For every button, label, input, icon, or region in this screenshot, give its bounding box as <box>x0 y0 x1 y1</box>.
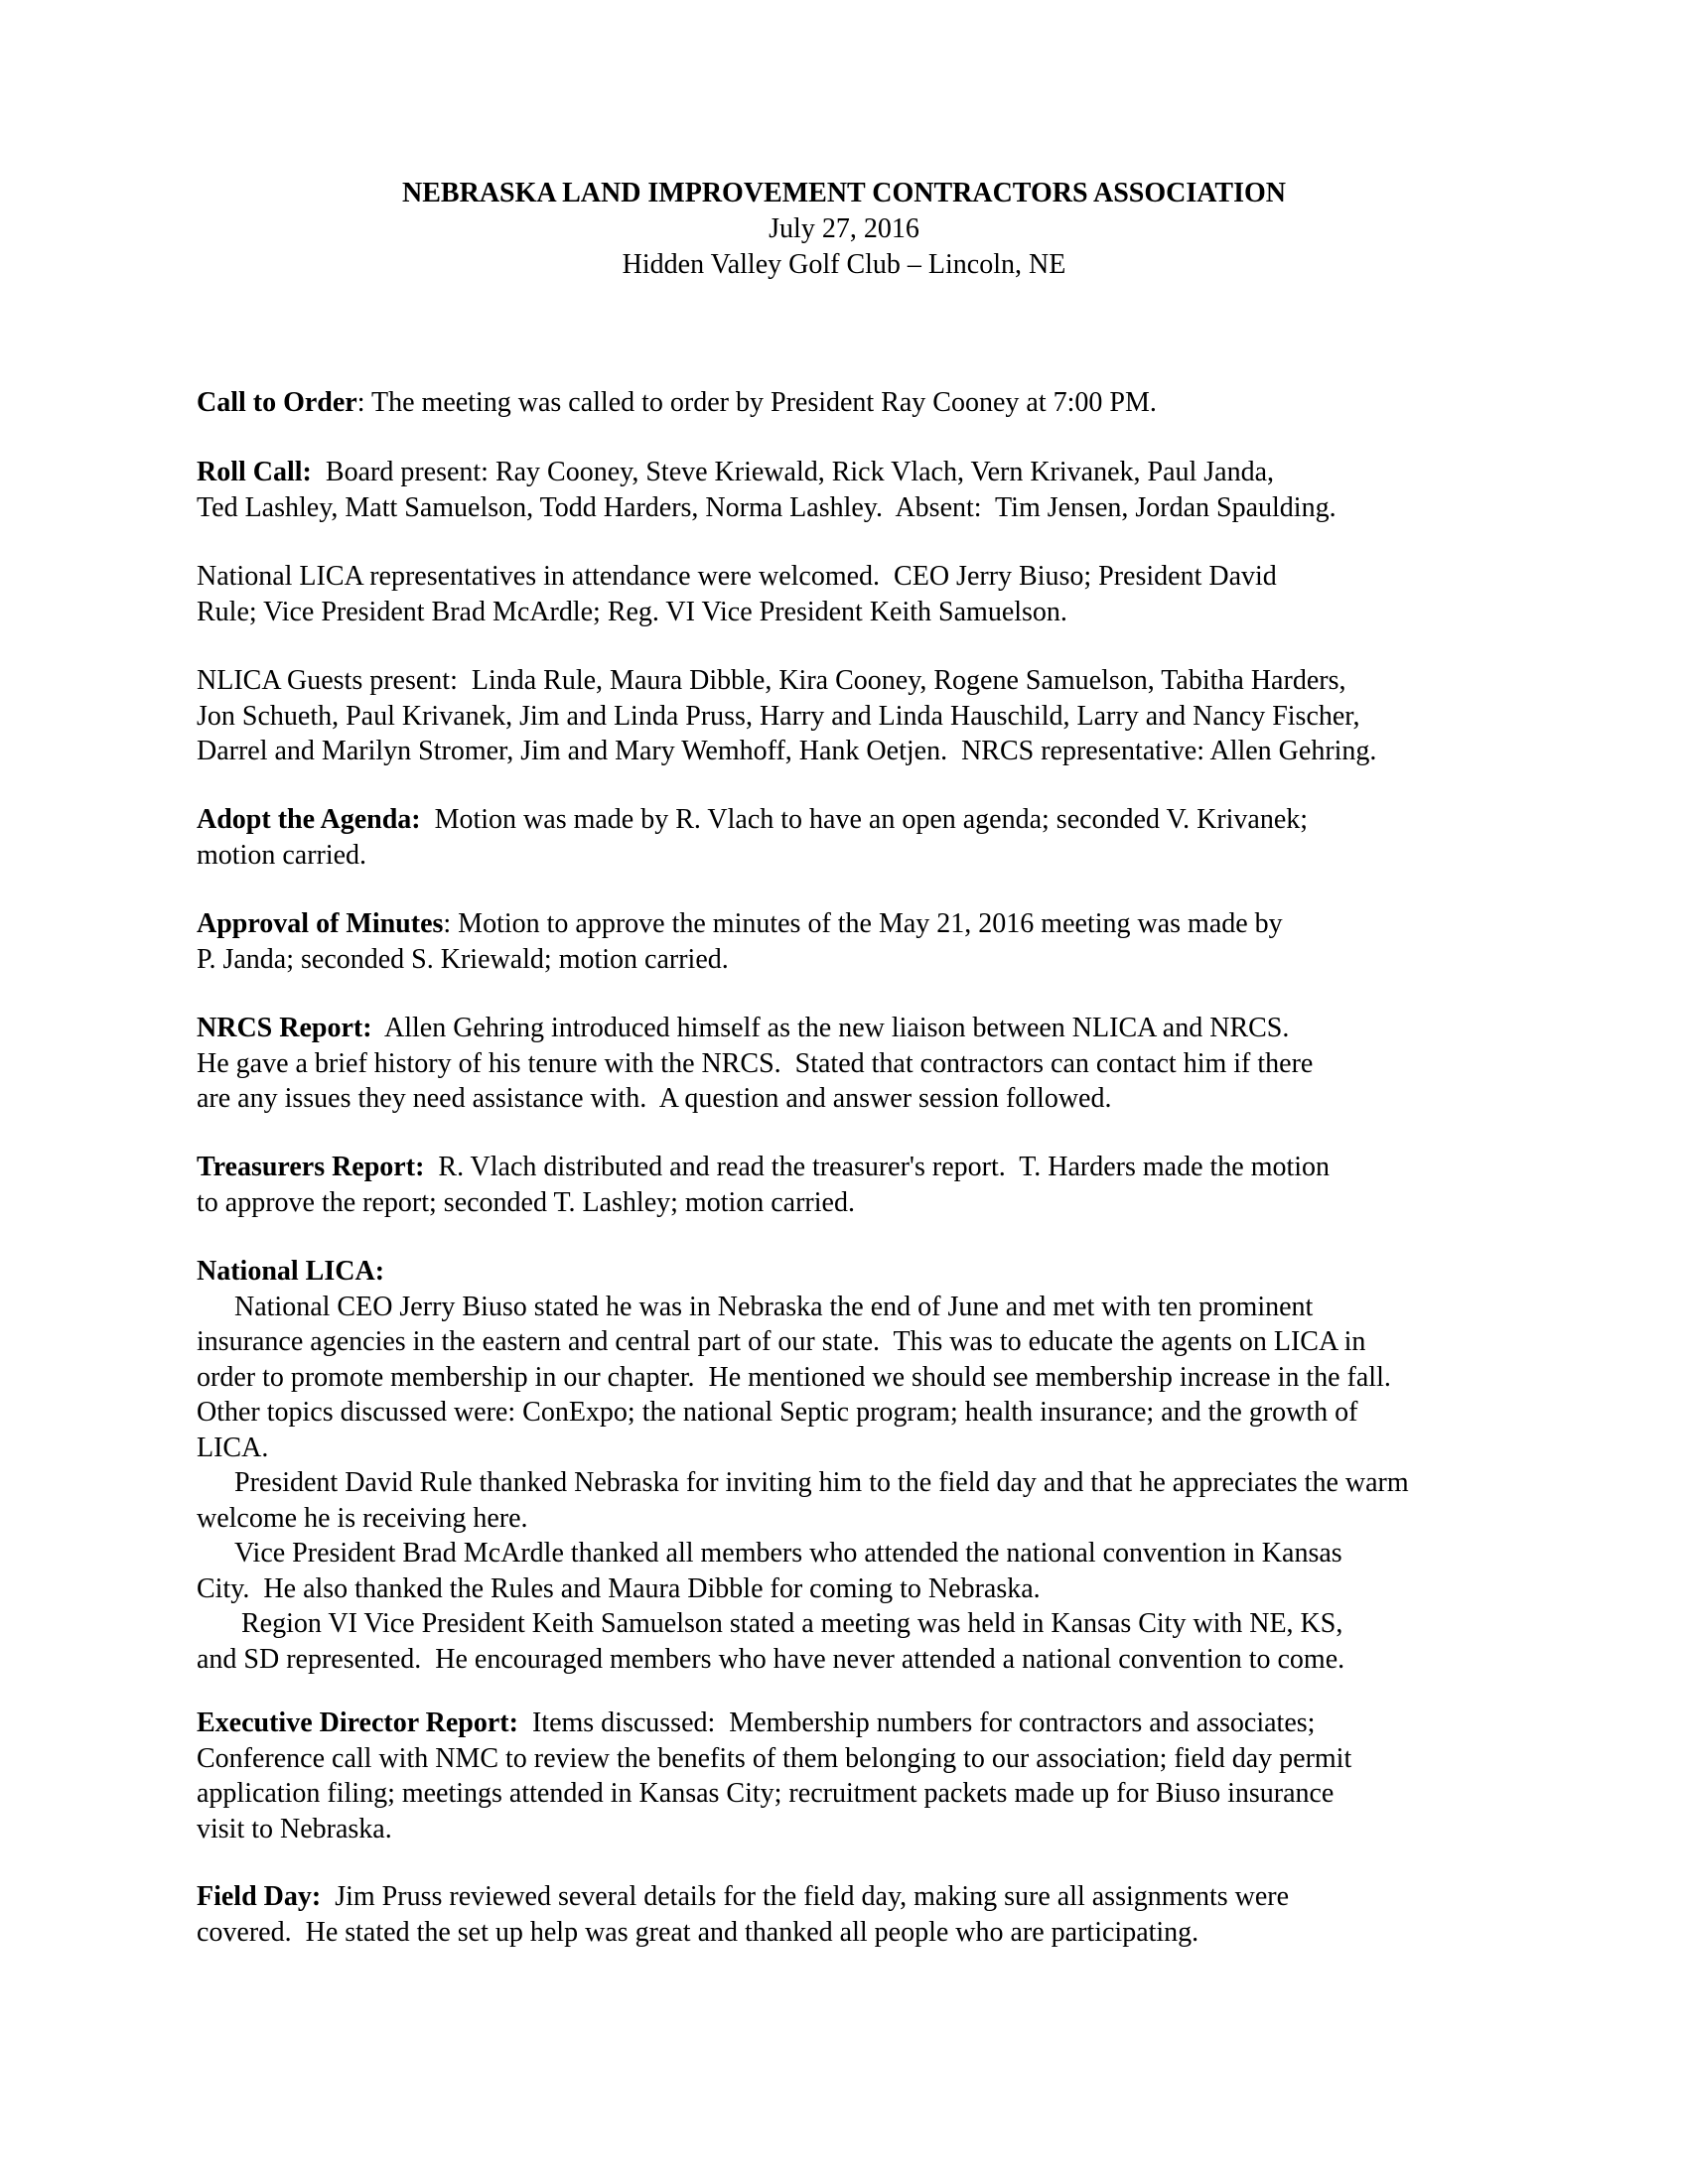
national-lica-paragraph-4: Region VI Vice President Keith Samuelson stated a meeting was held in Kansas City with NE, KS, <box>234 1608 1343 1639</box>
field-day-text: Jim Pruss reviewed several details for the field day, making sure all assignments were <box>321 1881 1290 1912</box>
executive-director-report-text: application filing; meetings attended in Kansas City; recruitment packets made up for Biuso insurance <box>197 1778 1335 1809</box>
field-day-label: Field Day: <box>197 1881 322 1912</box>
national-lica-paragraph-1: Other topics discussed were: ConExpo; the national Septic program; health insurance; and the growth of <box>197 1397 1358 1428</box>
national-lica-paragraph-1: National CEO Jerry Biuso stated he was in Nebraska the end of June and met with ten prominent <box>234 1291 1314 1322</box>
guests-text: Jon Schueth, Paul Krivanek, Jim and Linda Pruss, Harry and Linda Hauschild, Larry and Nancy Fischer, <box>197 700 1360 732</box>
guests-text: Darrel and Marilyn Stromer, Jim and Mary Wemhoff, Hank Oetjen. NRCS representative: Allen Gehring. <box>197 736 1377 766</box>
nrcs-report-text: are any issues they need assistance with. A question and answer session followed. <box>197 1083 1112 1114</box>
call-to-order-text: : The meeting was called to order by President Ray Cooney at 7:00 PM. <box>356 387 1157 418</box>
roll-call-section <box>197 455 1517 525</box>
roll-call-text: Board present: Ray Cooney, Steve Kriewald, Rick Vlach, Vern Krivanek, Paul Janda, <box>311 457 1275 487</box>
meeting-location: Hidden Valley Golf Club – Lincoln, NE <box>622 249 1066 280</box>
national-lica-paragraph-2: President David Rule thanked Nebraska for inviting him to the field day and that he appreciates the warm <box>234 1467 1409 1498</box>
executive-director-report-text: Items discussed: Membership numbers for contractors and associates; <box>517 1707 1316 1738</box>
adopt-agenda-section <box>197 802 1517 873</box>
nrcs-report-label: NRCS Report: <box>197 1013 372 1043</box>
national-lica-section <box>197 1254 1517 1677</box>
adopt-agenda-label: Adopt the Agenda: <box>197 804 421 835</box>
national-reps-text: Rule; Vice President Brad McArdle; Reg. VI Vice President Keith Samuelson. <box>197 596 1067 627</box>
approval-of-minutes-label: Approval of Minutes <box>197 908 444 939</box>
executive-director-report-text: visit to Nebraska. <box>197 1813 392 1844</box>
national-lica-paragraph-1: order to promote membership in our chapter. He mentioned we should see membership increase in the fall. <box>197 1361 1391 1393</box>
treasurers-report-section <box>197 1150 1517 1220</box>
organization-title: NEBRASKA LAND IMPROVEMENT CONTRACTORS ASSOCIATION <box>402 178 1286 208</box>
adopt-agenda-text: Motion was made by R. Vlach to have an open agenda; seconded V. Krivanek; <box>420 804 1309 835</box>
field-day-text: covered. He stated the set up help was great and thanked all people who are participating. <box>197 1916 1199 1948</box>
roll-call-text: Ted Lashley, Matt Samuelson, Todd Harders, Norma Lashley. Absent: Tim Jensen, Jordan Spaulding. <box>197 491 1336 523</box>
national-reps-text: National LICA representatives in attendance were welcomed. CEO Jerry Biuso; President David <box>197 561 1277 592</box>
roll-call-label: Roll Call: <box>197 457 312 487</box>
national-lica-paragraph-3: Vice President Brad McArdle thanked all members who attended the national convention in Kansas <box>234 1538 1342 1569</box>
national-lica-label: National LICA: <box>197 1256 385 1287</box>
national-lica-paragraph-1: LICA. <box>197 1432 269 1463</box>
treasurers-report-label: Treasurers Report: <box>197 1152 425 1182</box>
call-to-order-label: Call to Order <box>197 387 357 418</box>
call-to-order-section <box>197 385 1517 421</box>
national-representatives-section <box>197 559 1517 629</box>
field-day-section <box>197 1879 1517 1950</box>
nrcs-report-text: He gave a brief history of his tenure with the NRCS. Stated that contractors can contact him if there <box>197 1047 1314 1079</box>
guests-text: NLICA Guests present: Linda Rule, Maura Dibble, Kira Cooney, Rogene Samuelson, Tabitha Harders, <box>197 665 1346 696</box>
guests-section <box>197 663 1517 769</box>
nrcs-report-section <box>197 1011 1517 1117</box>
executive-director-report-section <box>197 1706 1517 1846</box>
approval-of-minutes-section <box>197 906 1517 977</box>
approval-of-minutes-text: : Motion to approve the minutes of the May 21, 2016 meeting was made by <box>443 908 1283 939</box>
executive-director-report-text: Conference call with NMC to review the benefits of them belonging to our association; field day permit <box>197 1742 1352 1774</box>
executive-director-report-label: Executive Director Report: <box>197 1707 518 1738</box>
nrcs-report-text: Allen Gehring introduced himself as the new liaison between NLICA and NRCS. <box>371 1013 1290 1043</box>
national-lica-paragraph-2: welcome he is receiving here. <box>197 1502 528 1534</box>
treasurers-report-text: R. Vlach distributed and read the treasurer's report. T. Harders made the motion <box>424 1152 1331 1182</box>
national-lica-paragraph-1: insurance agencies in the eastern and central part of our state. This was to educate the agents on LICA in <box>197 1326 1366 1357</box>
national-lica-paragraph-3: City. He also thanked the Rules and Maura Dibble for coming to Nebraska. <box>197 1572 1041 1604</box>
approval-of-minutes-text: P. Janda; seconded S. Kriewald; motion carried. <box>197 943 729 975</box>
meeting-date: July 27, 2016 <box>769 213 919 244</box>
national-lica-paragraph-4: and SD represented. He encouraged members who have never attended a national convention to come. <box>197 1643 1345 1675</box>
adopt-agenda-text: motion carried. <box>197 839 367 871</box>
document-header <box>0 176 1688 283</box>
treasurers-report-text: to approve the report; seconded T. Lashley; motion carried. <box>197 1186 855 1218</box>
